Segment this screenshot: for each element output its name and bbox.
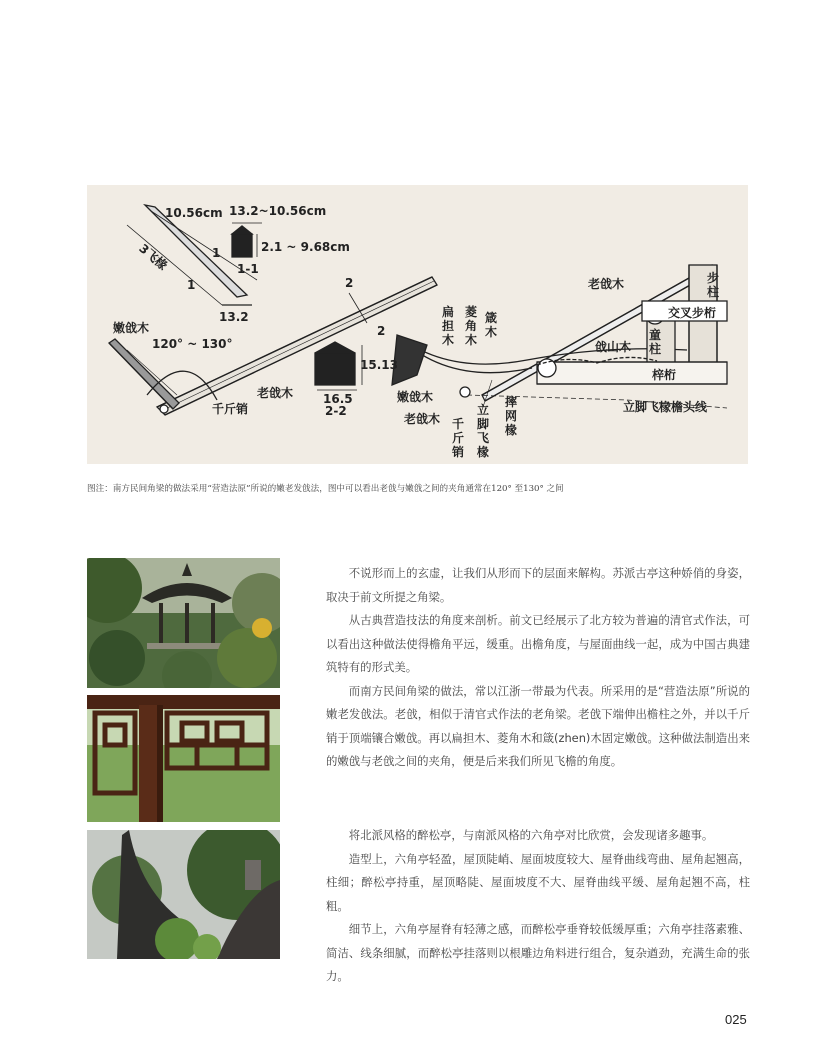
- label-nen-jiao-right: 嫩戗木: [397, 390, 434, 404]
- label-jiaoshan-mu: 戗山木: [595, 340, 632, 354]
- label-fei-chuan: 3飞椽: [136, 241, 171, 273]
- label-biandan-mu: 扁担木: [442, 305, 455, 347]
- label-lijiao-feichuan: 立脚飞椽: [477, 403, 490, 459]
- paragraph: 不说形而上的玄虚，让我们从形而下的层面来解构。苏派古亭这种娇俏的身姿，取决于前文所提之角梁。: [326, 566, 750, 604]
- paragraph: 造型上，六角亭轻盈，屋顶陡峭、屋面坡度较大、屋脊曲线弯曲、屋角起翘高，柱细；醉松亭持重，屋顶略陡、屋面坡度不大、屋脊曲线平缓、屋角起翘不高，柱粗。: [326, 851, 750, 913]
- label-mark-1a: 1: [212, 246, 221, 260]
- label-section-1-1: 1-1: [237, 262, 259, 276]
- label-mark-2b: 2: [377, 324, 386, 338]
- paragraph: 而南方民间角梁的做法，常以江浙一带最为代表。所采用的是“营造法原”所说的嫩老发戗法。老戗，相似于清官式作法的老角梁。老戗下端伸出檐柱之外，并以千斤销于顶端镶合嫩戗。再以扁担木、菱角木和箴(zhen)木固定嫩戗。这种做法制造出来的嫩戗与老戗之间的夹角，便是后来我们所见飞檐的角度。: [326, 683, 750, 768]
- label-angle: 120° ~ 130°: [152, 337, 233, 351]
- label-jiaocha-buheng: 交叉步桁: [668, 306, 717, 320]
- label-lijiao-line: 立脚飞椽檐头线: [623, 400, 708, 414]
- paragraph: 从古典营造技法的角度来剖析。前文已经展示了北方较为普遍的清官式作法，可以看出这种做法使得檐角平远，缓重。出檐角度，与屋面曲线一起，成为中国古典建筑特有的形式美。: [326, 613, 750, 674]
- label-shuaiwang-chuan: 摔网椽: [505, 395, 518, 437]
- article-section-1: [326, 562, 750, 774]
- photo-lattice-window: [87, 695, 280, 822]
- roof-corner-beam-diagram: [87, 185, 748, 464]
- label-mark-1b: 1: [187, 278, 196, 292]
- label-lao-jiao-top: 老戗木: [588, 277, 625, 291]
- label-dim-10-56: 10.56cm: [165, 206, 223, 220]
- label-zhen-mu: 箴木: [485, 311, 498, 339]
- paragraph: 细节上，六角亭屋脊有轻薄之感，而醉松亭垂脊较低缓厚重；六角亭挂落素雅、简洁、线条细腻，而醉松亭挂落则以根雕边角料进行组合，复杂遒劲，充满生命的张力。: [326, 922, 750, 983]
- label-bu-zhu: 步柱: [707, 271, 720, 299]
- label-qianjinxiao-left: 千斤销: [212, 402, 249, 416]
- label-zi-heng: 梓桁: [652, 368, 677, 382]
- label-mark-2a: 2: [345, 276, 354, 290]
- label-qianjinxiao-right: 千斤销: [452, 417, 465, 459]
- label-lao-jiao-right: 老戗木: [404, 412, 441, 426]
- label-nen-jiao-left: 嫩戗木: [113, 321, 150, 335]
- label-dim-13-2: 13.2: [219, 310, 249, 324]
- photo-hexagonal-pavilion: [87, 558, 280, 688]
- label-lao-jiao-left: 老戗木: [257, 386, 294, 400]
- label-dim-15-13: 15.13: [360, 358, 398, 372]
- article-section-2: [326, 824, 750, 989]
- paragraph: 将北派风格的醉松亭，与南派风格的六角亭对比欣赏，会发现诸多趣事。: [348, 828, 714, 842]
- photo-roof-eave: [87, 830, 280, 959]
- label-dim-top: 13.2~10.56cm: [229, 204, 327, 218]
- label-section-2-2: 2-2: [325, 404, 347, 418]
- label-tong-zhu: 童柱: [649, 328, 662, 356]
- label-dim-height-1: 2.1 ~ 9.68cm: [261, 240, 350, 254]
- page-number: 025: [725, 1012, 747, 1027]
- label-dim-16-5: 16.5: [323, 392, 353, 406]
- figure-caption: 图注：南方民间角梁的做法采用“营造法原”所说的嫩老发戗法，图中可以看出老戗与嫩戗之间的夹角通常在120° 至130° 之间: [87, 484, 564, 494]
- label-lingjiao-mu: 菱角木: [465, 305, 478, 347]
